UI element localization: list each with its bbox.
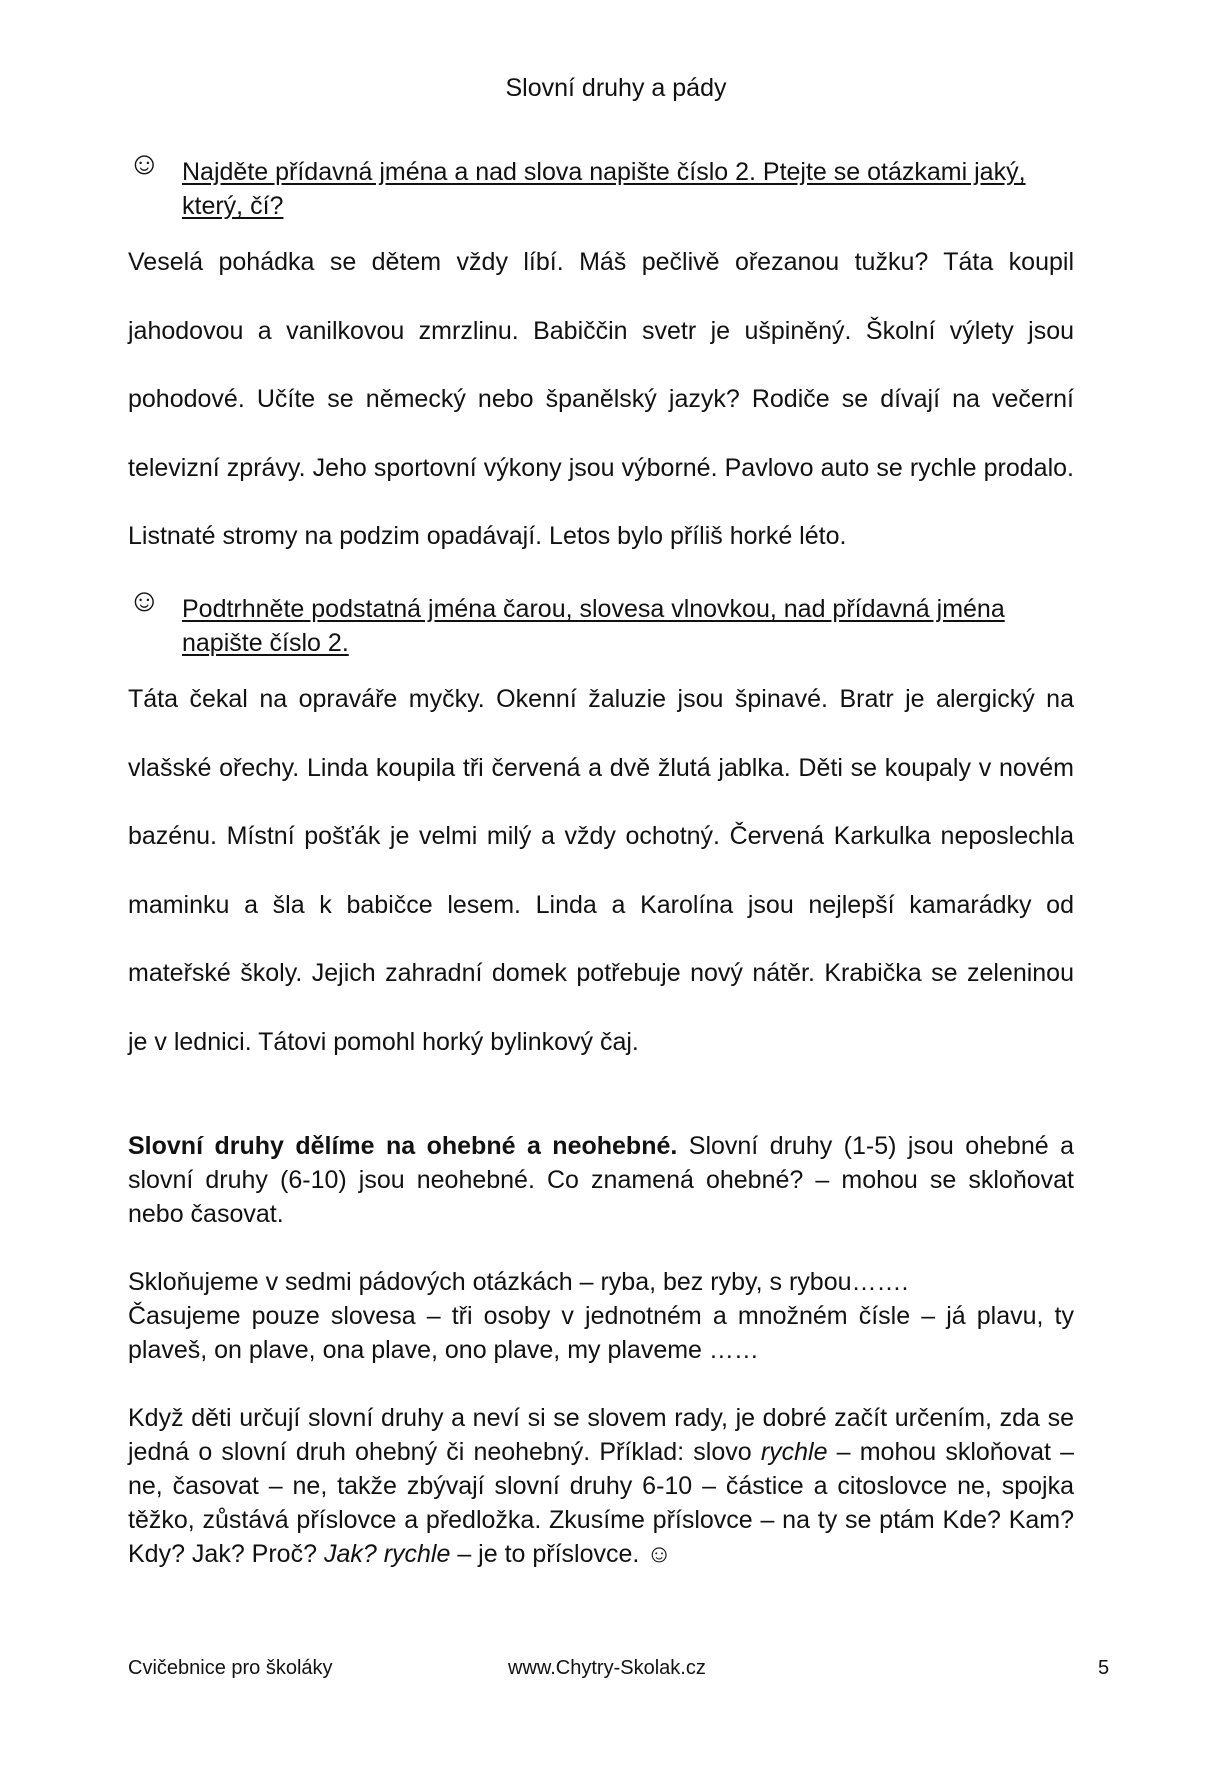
task-2-paragraph: Táta čekal na opraváře myčky. Okenní žaluzie jsou špinavé. Bratr je alergický na vlašské ořechy. Linda koupila tři červená a dvě žlutá jablka. Děti se koupaly v novém bazénu. Místní pošťák je velmi milý a vždy ochotný. Červená Karkulka neposlechla maminku a šla k babičce lesem. Linda a Karolína jsou nejlepší kamarádky od mateřské školy. Jejich zahradní domek potřebuje nový nátěr. Krabička se zeleninou je v lednici. Tátovi pomohl horký bylinkový čaj. [128,685,1074,1056]
info-example-word: rychle [760,1438,828,1466]
page-title: Slovní druhy a pády [505,74,727,102]
task-1-paragraph: Veselá pohádka se dětem vždy líbí. Máš pečlivě ořezanou tužku? Táta koupil jahodovou a vanilkovou zmrzlinu. Babiččin svetr je ušpiněný. Školní výlety jsou pohodové. Učíte se německý nebo španělský jazyk? Rodiče se dívají na večerní televizní zprávy. Jeho sportovní výkony jsou výborné. Pavlovo auto se rychle prodalo. Listnaté stromy na podzim opadávají. Letos bylo příliš horké léto. [128,248,1074,550]
footer-website: www.Chytry-Skolak.cz [508,1657,706,1679]
info-line-sklonovani: Skloňujeme v sedmi pádových otázkách – ryba, bez ryby, s rybou……. [128,1268,909,1296]
smiley-icon: ☺ [128,582,161,618]
task-2-text [128,665,1074,1076]
task-2-instruction: Podtrhněte podstatná jména čarou, slovesa vlnovkou, nad přídavná jména napište číslo 2. [182,595,1005,657]
footer-page-number: 5 [1098,1657,1110,1679]
task-2-header [128,582,1068,660]
smiley-icon: ☺ [128,145,161,181]
info-example-question: Jak? rychle [323,1540,451,1568]
info-paragraph-3 [128,1401,1074,1571]
info-paragraph-3-b: – mohou skloňovat – ne, časovat – ne, takže zbývají slovní druhy 6-10 – částice a citoslovce ne, spojka těžko, zůstává příslovce a předložka. Zkusíme příslovce – na ty se ptám Kde? Kam? Kdy? Jak? Proč? [128,1438,1074,1568]
info-section [128,1129,1074,1571]
info-paragraph-1-text: Slovní druhy (1-5) jsou ohebné a slovní druhy (6-10) jsou neohebné. Co znamená ohebné? – mohou se skloňovat nebo časovat. [128,1132,1074,1228]
info-bold-lead: Slovní druhy dělíme na ohebné a neohebné. [128,1132,678,1160]
info-paragraph-3-c: – je to příslovce. ☺ [450,1540,672,1568]
info-line-casovani: Časujeme pouze slovesa – tři osoby v jednotném a množném čísle – já plavu, ty plaveš, on plave, ona plave, ono plave, my plaveme …… [128,1302,1074,1364]
info-paragraph-1 [128,1129,1074,1231]
task-1-instruction: Najděte přídavná jména a nad slova napište číslo 2. Ptejte se otázkami jaký, který, čí? [182,158,1026,220]
info-paragraph-3-a: Když děti určují slovní druhy a neví si se slovem rady, je dobré začít určením, zda se jedná o slovní druh ohebný či neohebný. Příklad: slovo [128,1404,1074,1466]
task-1-text [128,228,1074,571]
footer-left: Cvičebnice pro školáky [128,1657,333,1679]
task-1-header [128,145,1068,223]
